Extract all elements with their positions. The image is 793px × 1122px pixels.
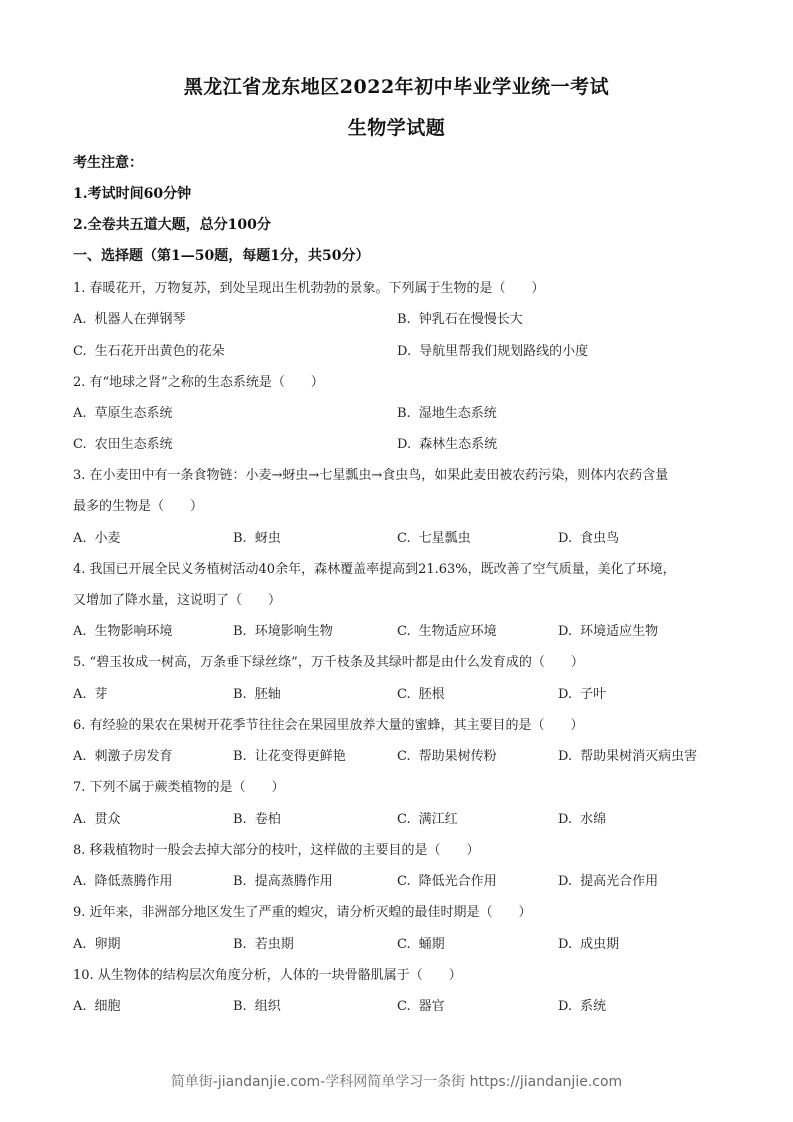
option-letter: C. bbox=[73, 344, 87, 359]
question-4-stem-cont: 又增加了降水量，这说明了（ ） bbox=[73, 593, 282, 608]
option-letter: B. bbox=[233, 937, 247, 952]
option-letter: C. bbox=[397, 531, 411, 546]
option-text: 子叶 bbox=[580, 687, 607, 702]
option-text: 水绵 bbox=[580, 812, 607, 827]
option-text: 提高蒸腾作用 bbox=[254, 874, 333, 889]
question-1-option-b bbox=[397, 308, 523, 327]
question-1-option-a bbox=[73, 308, 186, 327]
option-letter: D. bbox=[558, 937, 573, 952]
option-text: 湿地生态系统 bbox=[418, 406, 497, 421]
option-text: 卷柏 bbox=[254, 812, 281, 827]
question-10-option-a bbox=[73, 995, 121, 1014]
option-text: 让花变得更鲜艳 bbox=[254, 749, 346, 764]
option-text: 导航里帮我们规划路线的小度 bbox=[419, 344, 589, 359]
option-text: 帮助果树消灭病虫害 bbox=[580, 749, 698, 764]
option-letter: C. bbox=[397, 687, 411, 702]
option-text: 刺激子房发育 bbox=[94, 749, 173, 764]
option-letter: B. bbox=[233, 531, 247, 546]
question-9-stem: 9. 近年来，非洲部分地区发生了严重的蝗灾，请分析灭蝗的最佳时期是（ ） bbox=[73, 905, 532, 920]
option-text: 芽 bbox=[94, 687, 108, 702]
option-letter: D. bbox=[558, 624, 573, 639]
option-letter: D. bbox=[558, 687, 573, 702]
option-letter: B. bbox=[233, 624, 247, 639]
option-text: 胚轴 bbox=[254, 687, 281, 702]
question-4-option-b bbox=[233, 620, 333, 639]
option-letter: B. bbox=[233, 749, 247, 764]
option-letter: C. bbox=[73, 437, 87, 452]
section-heading: 一、选择题（第1—50题，每题1分，共50分） bbox=[73, 248, 370, 264]
option-text: 组织 bbox=[254, 999, 281, 1014]
option-text: 贯众 bbox=[94, 812, 121, 827]
option-text: 生物影响环境 bbox=[94, 624, 173, 639]
notice-item: 2.全卷共五道大题，总分100分 bbox=[73, 217, 271, 233]
question-5-option-d bbox=[558, 683, 606, 702]
question-7-option-b bbox=[233, 808, 281, 827]
question-4-stem: 4. 我国已开展全民义务植树活动40余年，森林覆盖率提高到21.63%，既改善了空气质量，美化了环境， bbox=[73, 562, 676, 577]
option-letter: D. bbox=[558, 531, 573, 546]
question-9-option-d bbox=[558, 933, 619, 952]
option-text: 满江红 bbox=[418, 812, 458, 827]
option-text: 若虫期 bbox=[254, 937, 294, 952]
option-letter: B. bbox=[233, 687, 247, 702]
question-1-stem: 1. 春暖花开，万物复苏，到处呈现出生机勃勃的景象。下列属于生物的是（ ） bbox=[73, 281, 545, 296]
option-letter: A. bbox=[73, 687, 87, 702]
option-text: 草原生态系统 bbox=[94, 406, 173, 421]
footer-watermark: 简单街-jiandanjie.com-学科网简单学习一条街 https://jiandanjie.com bbox=[170, 1074, 623, 1090]
question-8-option-b bbox=[233, 870, 333, 889]
option-text: 生石花开出黄色的花朵 bbox=[94, 344, 225, 359]
option-text: 蛹期 bbox=[418, 937, 445, 952]
option-letter: C. bbox=[397, 624, 411, 639]
option-letter: A. bbox=[73, 531, 87, 546]
option-letter: C. bbox=[397, 749, 411, 764]
question-1-option-c bbox=[73, 340, 225, 359]
option-text: 帮助果树传粉 bbox=[418, 749, 497, 764]
question-4-option-a bbox=[73, 620, 173, 639]
option-text: 器官 bbox=[418, 999, 445, 1014]
question-1-option-d bbox=[397, 340, 588, 359]
question-5-option-a bbox=[73, 683, 108, 702]
notice-item: 1.考试时间60分钟 bbox=[73, 186, 192, 202]
question-3-option-c bbox=[397, 527, 471, 546]
option-text: 环境适应生物 bbox=[580, 624, 659, 639]
option-letter: A. bbox=[73, 937, 87, 952]
option-letter: D. bbox=[558, 874, 573, 889]
question-10-option-b bbox=[233, 995, 281, 1014]
option-letter: B. bbox=[233, 999, 247, 1014]
question-10-stem: 10. 从生物体的结构层次角度分析，人体的一块骨骼肌属于（ ） bbox=[73, 968, 462, 983]
question-6-option-b bbox=[233, 745, 346, 764]
question-6-option-d bbox=[558, 745, 697, 764]
option-text: 系统 bbox=[580, 999, 607, 1014]
option-text: 七星瓢虫 bbox=[418, 531, 471, 546]
option-letter: B. bbox=[233, 874, 247, 889]
question-2-option-d bbox=[397, 433, 497, 452]
option-text: 小麦 bbox=[94, 531, 121, 546]
question-7-stem: 7. 下列不属于蕨类植物的是（ ） bbox=[73, 780, 285, 795]
question-9-option-c bbox=[397, 933, 445, 952]
option-letter: C. bbox=[397, 812, 411, 827]
question-8-option-c bbox=[397, 870, 497, 889]
option-text: 提高光合作用 bbox=[580, 874, 659, 889]
option-letter: A. bbox=[73, 999, 87, 1014]
option-letter: A. bbox=[73, 406, 87, 421]
question-10-option-c bbox=[397, 995, 445, 1014]
option-letter: A. bbox=[73, 312, 87, 327]
option-letter: D. bbox=[397, 437, 412, 452]
option-letter: D. bbox=[558, 749, 573, 764]
question-7-option-c bbox=[397, 808, 458, 827]
option-text: 森林生态系统 bbox=[419, 437, 498, 452]
option-text: 机器人在弹钢琴 bbox=[94, 312, 186, 327]
option-text: 蚜虫 bbox=[254, 531, 281, 546]
option-letter: A. bbox=[73, 812, 87, 827]
option-text: 农田生态系统 bbox=[94, 437, 173, 452]
option-text: 环境影响生物 bbox=[254, 624, 333, 639]
question-4-option-c bbox=[397, 620, 497, 639]
question-2-stem: 2. 有“地球之肾”之称的生态系统是（ ） bbox=[73, 375, 324, 390]
question-7-option-a bbox=[73, 808, 121, 827]
option-text: 降低光合作用 bbox=[418, 874, 497, 889]
option-letter: B. bbox=[397, 406, 411, 421]
question-3-option-b bbox=[233, 527, 281, 546]
option-letter: B. bbox=[397, 312, 411, 327]
question-8-option-a bbox=[73, 870, 173, 889]
question-7-option-d bbox=[558, 808, 606, 827]
question-5-stem: 5. “碧玉妆成一树高，万条垂下绿丝绦”，万千枝条及其绿叶都是由什么发育成的（ ） bbox=[73, 655, 584, 670]
question-5-option-c bbox=[397, 683, 445, 702]
option-letter: C. bbox=[397, 874, 411, 889]
option-letter: B. bbox=[233, 812, 247, 827]
question-9-option-a bbox=[73, 933, 121, 952]
option-text: 卵期 bbox=[94, 937, 121, 952]
option-letter: C. bbox=[397, 999, 411, 1014]
exam-subtitle: 生物学试题 bbox=[347, 117, 446, 139]
question-3-stem-cont: 最多的生物是（ ） bbox=[73, 499, 204, 514]
option-letter: D. bbox=[397, 344, 412, 359]
option-text: 生物适应环境 bbox=[418, 624, 497, 639]
option-text: 钟乳石在慢慢长大 bbox=[418, 312, 523, 327]
option-letter: D. bbox=[558, 812, 573, 827]
option-text: 食虫鸟 bbox=[580, 531, 620, 546]
option-letter: A. bbox=[73, 624, 87, 639]
question-6-option-c bbox=[397, 745, 497, 764]
question-3-option-d bbox=[558, 527, 619, 546]
question-9-option-b bbox=[233, 933, 294, 952]
question-10-option-d bbox=[558, 995, 606, 1014]
question-2-option-c bbox=[73, 433, 173, 452]
question-8-option-d bbox=[558, 870, 658, 889]
question-8-stem: 8. 移栽植物时一般会去掉大部分的枝叶，这样做的主要目的是（ ） bbox=[73, 843, 480, 858]
question-2-option-b bbox=[397, 402, 497, 421]
question-4-option-d bbox=[558, 620, 658, 639]
option-text: 成虫期 bbox=[580, 937, 620, 952]
option-letter: C. bbox=[397, 937, 411, 952]
option-letter: A. bbox=[73, 749, 87, 764]
option-text: 细胞 bbox=[94, 999, 121, 1014]
question-3-option-a bbox=[73, 527, 121, 546]
option-letter: D. bbox=[558, 999, 573, 1014]
notice-heading: 考生注意： bbox=[73, 155, 143, 171]
question-2-option-a bbox=[73, 402, 173, 421]
question-6-option-a bbox=[73, 745, 173, 764]
question-3-stem: 3. 在小麦田中有一条食物链：小麦→蚜虫→七星瓢虫→食虫鸟，如果此麦田被农药污染，则体内农药含量 bbox=[73, 468, 669, 483]
option-text: 胚根 bbox=[418, 687, 445, 702]
exam-title: 黑龙江省龙东地区2022年初中毕业学业统一考试 bbox=[183, 76, 610, 98]
question-5-option-b bbox=[233, 683, 281, 702]
question-6-stem: 6. 有经验的果农在果树开花季节往往会在果园里放养大量的蜜蜂，其主要目的是（ ） bbox=[73, 718, 584, 733]
option-text: 降低蒸腾作用 bbox=[94, 874, 173, 889]
option-letter: A. bbox=[73, 874, 87, 889]
